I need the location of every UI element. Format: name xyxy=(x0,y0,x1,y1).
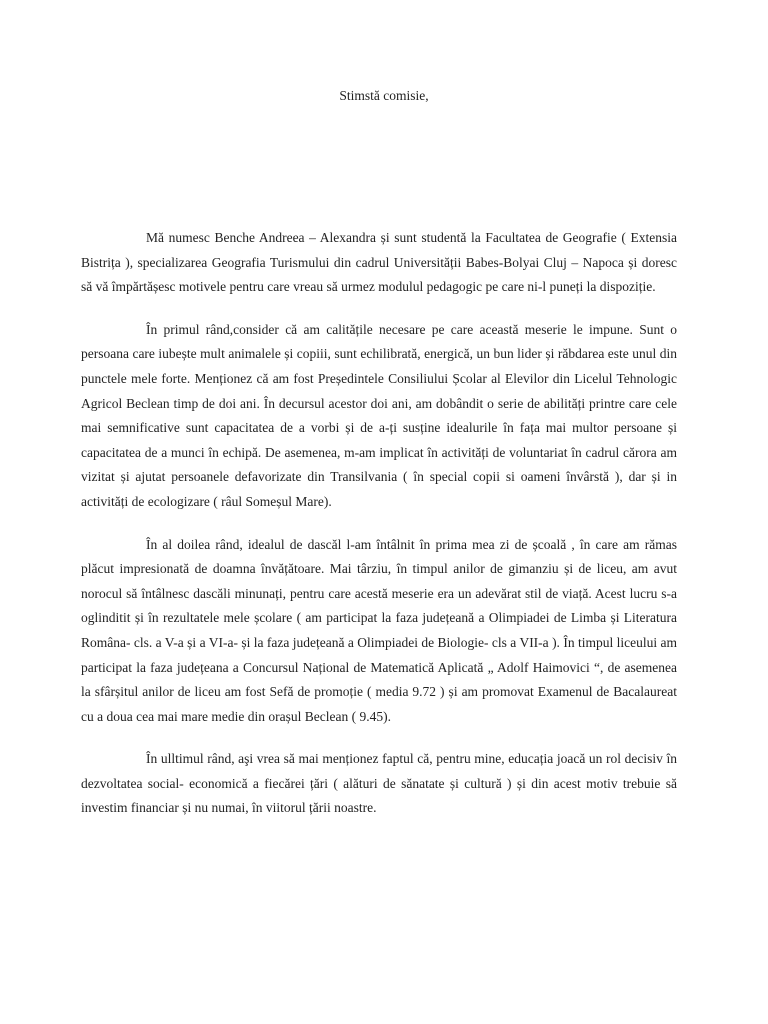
paragraph-first-reason: În primul rând,consider că am calitățile necesare pe care această meserie le impune. Sunt o persoana care iubește mult animalele și copiii, sunt echilibrată, energică, un bun lider și răbdarea este unul din punctele mele forte. Menționez că am fost Președintele Consiliului Școlar al Elevilor din Licelul Tehnologic Agricol Beclean timp de doi ani. În decursul acestor doi ani, am dobândit o serie de abilități printre care cele mai semnificative sunt capacitatea de a vorbi și de a-ți susține idealurile în fața mai multor persoane și capacitatea de a munci în echipă. De asemenea, m-am implicat în activități de voluntariat în cadrul cărora am vizitat și ajutat persoanele defavorizate din Transilvania ( în special copii si oameni învârstă ), dar și in activități de ecologizare ( râul Someșul Mare). xyxy=(81,321,677,509)
paragraph-intro: Mă numesc Benche Andreea – Alexandra și sunt studentă la Facultatea de Geografie ( Extensia Bistrița ), specializarea Geografia Turismului din cadrul Universității Babes-Bolyai Cluj – Napoca și doresc să vă împărtășesc motivele pentru care vreau să urmez modulul pedagogic pe care ni-l puneți la dispoziție. xyxy=(81,230,677,295)
letter-body xyxy=(81,226,677,821)
salutation: Stimstă comisie, xyxy=(339,88,429,103)
paragraph-last-reason: În ulltimul rând, aşi vrea să mai menționez faptul că, pentru mine, educația joacă un rol decisiv în dezvoltatea social- economică a fiecărei țări ( alături de sănatate și cultură ) și din acest motiv trebuie să investim financiar și nu numai, în viitorul țării noastre. xyxy=(81,751,677,816)
paragraph-second-reason: În al doilea rând, idealul de dascăl l-am întâlnit în prima mea zi de școală , în care am rămas plăcut impresionată de doamna învățătoare. Mai târziu, în timpul anilor de gimanziu și de liceu, am avut norocul să întâlnesc dascăli minunați, pentru care acestă meserie era un adevărat stil de viață. Acest lucru s-a oglinditit și în rezultatele mele școlare ( am participat la faza județeană a Olimpiadei de Limba și Literatura Româna- cls. a V-a și a VI-a- și la faza județeană a Olimpiadei de Biologie- cls a VII-a ). În timpul liceului am participat la faza județeana a Concursul Național de Matematică Aplicată „ Adolf Haimovici “, de asemenea la sfârșitul anilor de liceu am fost Sefă de promoție ( media 9.72 ) și am promovat Examenul de Bacalaureat cu a doua cea mai mare medie din orașul Beclean ( 9.45). xyxy=(81,536,677,724)
